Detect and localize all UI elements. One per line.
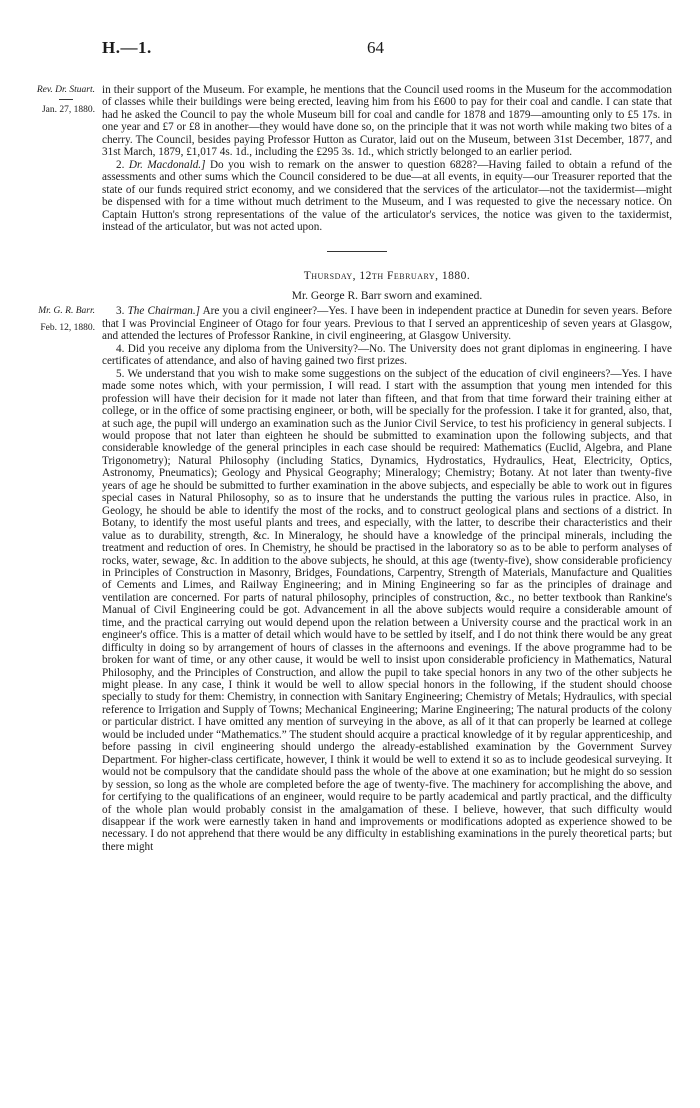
paragraph-1: in their support of the Museum. For example, he mentions that the Council used rooms in the Museum for the accommodation of classes while their buildings were being erected, leaving him from his £600 to pay for their coal and candle. I can state that had he asked the Council to pay the whole Museum bill for coal and candle for 1878 and 1879—amounting only to £5 17s. in one year and £7 or £8 in another—they would have done so, on the principle that it was not worth while making two bites of a cherry. The Council, besides paying Professor Hutton as Curator, laid out on the Museum, between 31st December, 1877, and 31st March, 1879, £1,017 4s. 1d., including the £295 3s. 1d., which strictly belonged to an earlier period. [102, 84, 672, 159]
margin-rule [59, 99, 73, 100]
paragraph-text: We understand that you wish to make some suggestions on the subject of the education of civil engineers?—Yes. I have made some notes which, with your permission, I will read. I start with the assumption that young men intended for this profession will have their decision for it made not later than fifteen, and that from that time forward their training either at college, or in the office of some practising engineer, or both, will be specially for the profession. I take it for granted, also, that, at such age, the pupil will undergo an examination such as the Junior Civil Service, to test his proficiency in general subjects. I would propose that not later than eighteen he should be submitted to examination upon the following subjects, and that considerable knowledge of the general principles in each case should be required: Mathematics (Euclid, Algebra, and Plane Trigonometry); Natural Philosophy (including Statics, Dynamics, Hydrostatics, Hydraulics, Heat, Electricity, Optics, Astronomy, Pneumatics); Geology and Physical Geography; Mineralogy; Chemistry; Botany. At not later than twenty-five years of age he should be submitted to further examination in the above subjects, and especially be able to work out in figures special cases in Natural Philosophy, so as to insure that he understands the putting the various rules in practice. Also, in Geology, he should be able to identify the most of the rocks, and to construct geological plans and sections of a district. In Botany, to identify the most useful plants and trees, and especially, with the latter, to describe their characteristics and their value as to durability, strength, &c. In Mineralogy, he should have a knowledge of the principal minerals, including the treatment and reduction of ores. In Chemistry, he should be practised in the laboratory so as to be able to perform analyses of rocks, water, sewage, &c. In addition to the above subjects, he should, at this age (twenty-five), show considerable proficiency in Principles of Construction in Masonry, Bridges, Foundations, Carpentry, Strength of Materials, Manufacture and Qualities of Cements and Limes, and Railway Engineering; and in Mining Engineering so far as the principles of drainage and ventilation are concerned. For parts of natural philosophy, principles of construction, &c., no better textbook than Rankine's Manual of Civil Engineering could be got. Advancement in all the above subjects would require a considerable amount of time, and the practical carrying out would depend upon the relation between a University course and the practical work in an engineer's office. This is a matter of detail which would have to be settled by itself, and I do not think there would be any great difficulty in doing so by arrangement of hours of classes in the afternoons and evenings. If the above programme had to be broken for want of time, or any other cause, it would be well to insist upon considerable proficiency in Mathematics, Natural Philosophy, and the Principles of Construction, and allow the pupil to take special honors in any two of the other subjects he might please. In any case, I think it would be well to allow special honors in the following, if the student should choose specially to study for them: Chemistry, in connection with Sanitary Engineering; Chemistry of Metals; Hydraulics, with special reference to Irrigation and Supply of Towns; Mechanical Engineering; Marine Engineering; The natural products of the colony or particular district. I have omitted any mention of surveying in the above, as all of it that can properly be learned at college would be included under “Mathematics.” The student should acquire a practical knowledge of it by regular apprenticeship, and before passing in civil engineering should undergo the already-established examination by the Government Survey Department. For higher-class certificate, however, I think it would be well to extend it so as to include geodesical surveying. It would not be compulsory that the candidate should pass the whole of the above at one examination; but he might do so session by session, so long as the whole are completed before the age of twenty-five. The machinery for accomplishing the above, and for certifying to the qualifications of an engineer, would require to be partly academical and partly practical, and the difficulty of the whole plan would probably consist in the amalgamation of these. I believe, however, that such difficulty would disappear if the work were earnestly taken in hand and improvements or modifications adopted as experience showed to be necessary. I do not apprehend that there would be any difficulty in establishing examinations in the purely theoretical parts; but there might [102, 367, 672, 853]
margin-note-barr [20, 305, 95, 335]
paragraph-text: Did you receive any diploma from the University?—No. The University does not grant diplomas in engineering. I have certificates of attendance, and also of having gained two first prizes. [102, 342, 672, 368]
margin-note-stuart [20, 84, 95, 117]
paragraph-text: Do you wish to remark on the answer to question 6828?—Having failed to obtain a refund of the assessments and other sums which the Council considered to be due—at all events, in equity—our Treasurer reported that the state of our funds required strict economy, and we considered that the services of the articulator—not the taxidermist—might be dispensed with for a time without much detriment to the Museum, and I was requested to give the necessary notice. On Captain Hutton's strong representations of the value of the articulator's services, the notice was given to the taxidermist, instead of the articulator, but was not acted upon. [102, 158, 672, 233]
session-dateline: Thursday, 12th February, 1880. [303, 270, 471, 283]
series-label: H.—1. [102, 38, 152, 57]
margin-witness-name: Mr. G. R. Barr. [38, 306, 95, 317]
question-number: 4. [116, 342, 125, 355]
paragraph-4 [102, 343, 672, 368]
speaker: Dr. Macdonald.] [128, 158, 206, 171]
paragraph-text: Are you a civil engineer?—Yes. I have been in independent practice at Dunedin for seven years. Before that I was Provincial Engineer of Otago for four years. Previous to that I served an apprenticeship of seven years at Glasgow, and attended the lectures of Professor Rankine, in civil engineering, at Glasgow University. [102, 305, 673, 343]
paragraph-2 [102, 159, 672, 234]
page-number: 64 [367, 38, 384, 57]
margin-witness-name: Rev. Dr. Stuart. [36, 85, 95, 95]
section-barr [20, 305, 673, 853]
page-header [0, 38, 700, 62]
page-body [20, 84, 673, 853]
question-number: 3. [116, 305, 125, 318]
witness-sworn-line: Mr. George R. Barr sworn and examined. [291, 290, 483, 303]
margin-date: Feb. 12, 1880. [40, 323, 95, 334]
section-divider [327, 251, 387, 252]
question-number: 2. [116, 158, 125, 171]
paragraph-3 [102, 305, 672, 342]
section-stuart [20, 84, 670, 233]
margin-date: Jan. 27, 1880. [41, 105, 95, 115]
question-number: 5. [116, 367, 125, 380]
speaker: The Chairman.] [127, 305, 201, 318]
paragraph-5 [102, 368, 672, 854]
